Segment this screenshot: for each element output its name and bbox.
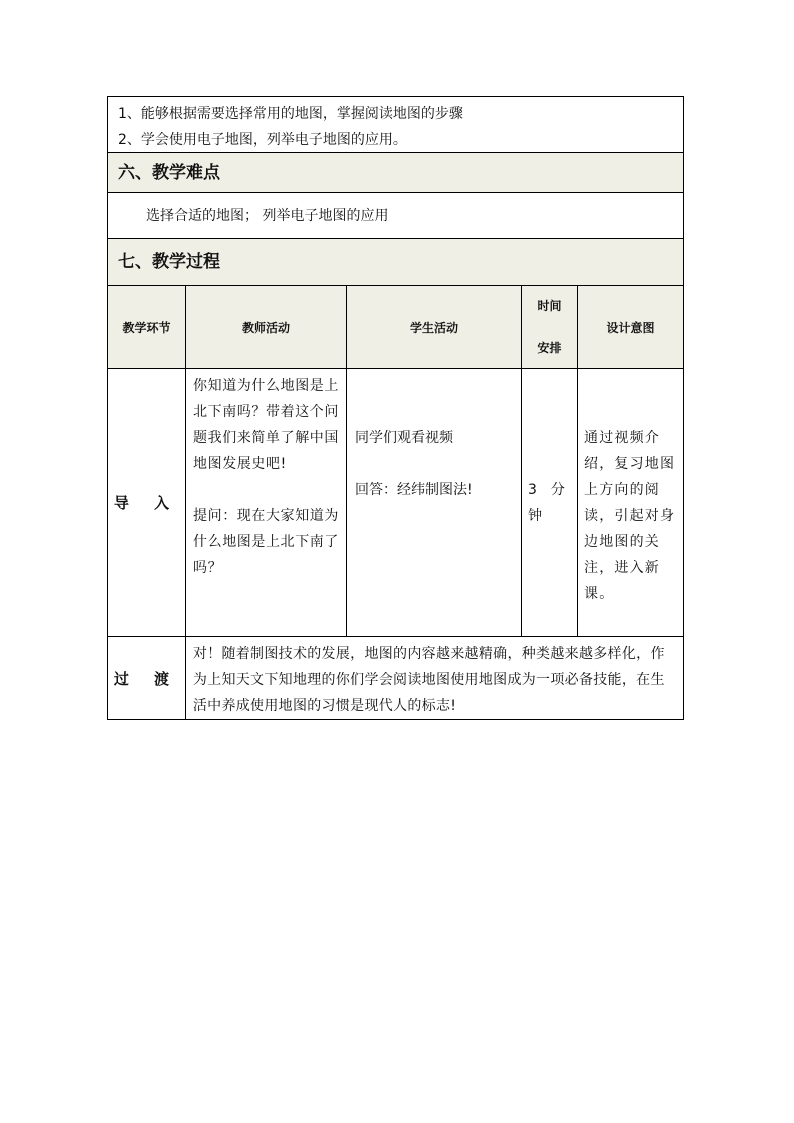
time-intro — [522, 369, 578, 636]
student-activity-part1: 同学们观看视频 — [355, 430, 453, 446]
transition-text: 对！随着制图技术的发展，地图的内容越来越精确，种类越来越多样化，作为上知天文下知地理的你们学会阅读地图使用地图成为一项必备技能，在生活中养成使用地图的习惯是现代人的标志! — [192, 646, 665, 714]
stage-intro: 导 入 — [108, 369, 186, 636]
goal-line-2: 2、学会使用电子地图，列举电子地图的应用。 — [118, 132, 407, 148]
table-row-intro — [108, 369, 683, 637]
header-student: 学生活动 — [347, 286, 522, 368]
intent-text: 通过视频介绍，复习地图上方向的阅读，引起对身边地图的关注，进入新课。 — [584, 430, 676, 602]
table-row-transition — [108, 637, 683, 719]
lesson-plan-table — [107, 96, 684, 720]
student-activity-intro — [347, 369, 522, 636]
teacher-activity-intro — [186, 369, 347, 636]
header-time — [522, 286, 578, 368]
process-table-header — [108, 286, 683, 369]
section-6-content: 选择合适的地图； 列举电子地图的应用 — [108, 193, 683, 239]
section-7-title: 七、教学过程 — [108, 239, 683, 286]
time-value: 3 分钟 — [528, 482, 565, 524]
section-6-title: 六、教学难点 — [108, 153, 683, 193]
intent-intro — [578, 369, 683, 636]
teacher-activity-part2: 提问：现在大家知道为什么地图是上北下南了吗？ — [193, 508, 339, 576]
teacher-activity-part1: 你知道为什么地图是上北下南吗？带着这个问题我们来简单了解中国地图发展史吧! — [193, 378, 339, 472]
header-stage: 教学环节 — [108, 286, 186, 368]
stage-transition: 过 渡 — [108, 637, 186, 719]
header-time-line2: 安排 — [537, 341, 562, 355]
header-intent: 设计意图 — [606, 320, 655, 335]
header-time-line1: 时间 — [537, 299, 562, 313]
teaching-goals — [108, 97, 683, 153]
student-activity-part2: 回答：经纬制图法! — [355, 482, 473, 498]
header-teacher: 教师活动 — [186, 286, 347, 368]
goal-line-1: 1、能够根据需要选择常用的地图，掌握阅读地图的步骤 — [118, 106, 463, 122]
